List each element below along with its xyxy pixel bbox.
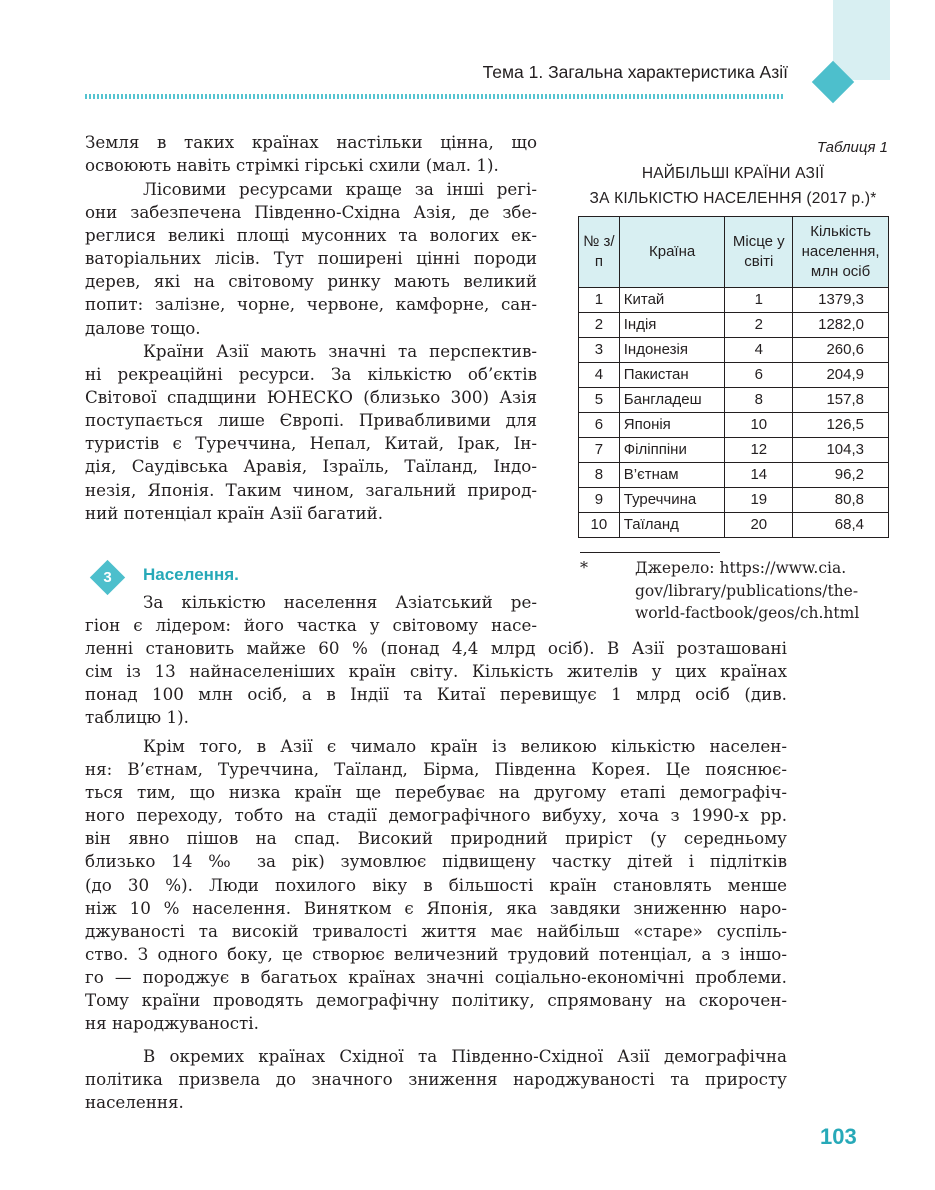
cell-world-rank: 1	[725, 288, 793, 313]
text-line: ний потенціал країн Азії багатий.	[85, 502, 384, 523]
cell-world-rank: 19	[725, 488, 793, 513]
footnote-line: gov/library/publications/the-	[635, 581, 859, 600]
text-line: ніж 10 % населення. Винятком є Японія, яка завдяки зниженню наро-	[85, 897, 787, 918]
text-line: Країни Азії мають значні та перспектив-	[143, 341, 537, 361]
cell-population: 126,5	[793, 413, 889, 438]
cell-number: 3	[579, 338, 620, 363]
text-line: попит: залізне, чорне, червоне, камфорне, сан-	[85, 294, 537, 315]
paragraph-forest-resources	[85, 178, 537, 340]
text-line: він явно пішов на спад. Високий природний приріст (у середньому	[85, 828, 787, 849]
table-title-line: ЗА КІЛЬКІСТЮ НАСЕЛЕННЯ (2017 р.)*	[589, 190, 877, 207]
cell-country: В’єтнам	[619, 463, 725, 488]
text-line: В окремих країнах Східної та Південно-Східної Азії демографічна	[143, 1046, 787, 1066]
table-row	[579, 438, 889, 463]
table-row	[579, 288, 889, 313]
footnote-line: Джерело: https://www.cia.	[635, 559, 847, 577]
text-line: Крім того, в Азії є чимало країн із великою кількістю населен-	[143, 736, 787, 756]
column-header-population: Кількість населення, млн осіб	[793, 217, 889, 288]
header-dotted-rule	[85, 94, 785, 99]
paragraph-demographic-policy	[85, 1045, 787, 1114]
population-table	[578, 216, 889, 538]
table-row	[579, 488, 889, 513]
table-row	[579, 338, 889, 363]
text-line: гіон є лідером: його частка у світовому насе-	[85, 615, 537, 636]
paragraph-recreation-resources	[85, 340, 537, 525]
section-title: Населення.	[143, 565, 239, 584]
table-caption: Таблиця 1	[816, 139, 888, 156]
cell-population: 1282,0	[793, 313, 889, 338]
text-line: поступається лише Європі. Привабливими для	[85, 410, 537, 431]
cell-world-rank: 10	[725, 413, 793, 438]
text-line: дерев, які на світовому ринку мають великий	[85, 271, 537, 292]
text-line: понад 100 млн осіб, а в Індії та Китаї перевищує 1 млрд осіб (див.	[85, 684, 787, 705]
column-header-world-rank: Місце у світі	[725, 217, 793, 288]
text-line: они забезпечена Південно-Східна Азія, де збе-	[85, 202, 537, 223]
footnote-marker: *	[580, 558, 588, 577]
cell-number: 4	[579, 363, 620, 388]
footnote-rule	[580, 552, 720, 553]
text-line: ваторіальних лісів. Тут поширені цінні породи	[85, 248, 537, 269]
cell-country: Туреччина	[619, 488, 725, 513]
cell-number: 5	[579, 388, 620, 413]
text-line: ня народжуваності.	[85, 1013, 259, 1034]
text-line: ство. З одного боку, це створює величезний трудовий потенціал, а з іншо-	[85, 943, 787, 964]
table-row	[579, 363, 889, 388]
text-line: ні рекреаційні ресурси. За кількістю об’єктів	[85, 364, 537, 385]
text-line: го — породжує в багатьох країнах значні соціально-економічні проблеми.	[85, 966, 787, 987]
cell-world-rank: 4	[725, 338, 793, 363]
cell-country: Індія	[619, 313, 725, 338]
table-header-row	[579, 217, 889, 288]
page-number: 103	[820, 1124, 857, 1149]
cell-number: 2	[579, 313, 620, 338]
text-line: політика призвела до значного зниження народжуваності та приросту	[85, 1069, 787, 1090]
cell-world-rank: 8	[725, 388, 793, 413]
cell-number: 1	[579, 288, 620, 313]
footnote-source	[635, 557, 880, 625]
text-line: джуваності та високій тривалості життя має найбільш «старе» суспіль-	[85, 920, 787, 941]
text-line: Світової спадщини ЮНЕСКО (близько 300) Азія	[85, 387, 537, 408]
cell-world-rank: 2	[725, 313, 793, 338]
text-line: ного переходу, тобто на стадії демографічного вибуху, хоча з 1990-х рр.	[85, 805, 787, 826]
text-line: близько 14 ‰ за рік) зумовлює підвищену частку дітей і підлітків	[85, 851, 787, 872]
cell-population: 260,6	[793, 338, 889, 363]
text-line: населення.	[85, 1092, 184, 1113]
column-header-country: Країна	[619, 217, 725, 288]
text-line: незія, Японія. Таким чином, загальний природ-	[85, 479, 537, 500]
cell-population: 204,9	[793, 363, 889, 388]
table-row	[579, 313, 889, 338]
section-number: 3	[103, 569, 112, 586]
cell-country: Пакистан	[619, 363, 725, 388]
corner-tab	[833, 0, 890, 80]
cell-world-rank: 6	[725, 363, 793, 388]
cell-country: Китай	[619, 288, 725, 313]
cell-population: 68,4	[793, 513, 889, 538]
text-line: За кількістю населення Азіатський ре-	[143, 592, 537, 612]
text-line: (до 30 %). Люди похилого віку в більшості країн становлять менше	[85, 874, 787, 895]
table-row	[579, 413, 889, 438]
cell-number: 7	[579, 438, 620, 463]
cell-population: 80,8	[793, 488, 889, 513]
running-header: Тема 1. Загальна характеристика Азії	[482, 62, 788, 82]
text-line: дія, Саудівська Аравія, Ізраїль, Таїланд, Індо-	[85, 456, 537, 477]
text-line: далове тощо.	[85, 317, 201, 338]
cell-world-rank: 20	[725, 513, 793, 538]
table-body	[579, 288, 889, 538]
table-title-line: НАЙБІЛЬШІ КРАЇНИ АЗІЇ	[641, 165, 825, 182]
text-line: освоюють навіть стрімкі гірські схили (мал. 1).	[85, 155, 499, 176]
cell-country: Японія	[619, 413, 725, 438]
cell-population: 96,2	[793, 463, 889, 488]
cell-population: 157,8	[793, 388, 889, 413]
paragraph-demographic-transition	[85, 735, 787, 1035]
table-row	[579, 513, 889, 538]
paragraph-population-share	[85, 637, 787, 729]
cell-world-rank: 14	[725, 463, 793, 488]
cell-country: Бангладеш	[619, 388, 725, 413]
cell-country: Філіппіни	[619, 438, 725, 463]
table-row	[579, 463, 889, 488]
cell-country: Таїланд	[619, 513, 725, 538]
footnote-line: world-factbook/geos/ch.html	[635, 604, 860, 622]
text-line: Лісовими ресурсами краще за інші регі-	[143, 179, 537, 199]
cell-world-rank: 12	[725, 438, 793, 463]
paragraph-land-value	[85, 131, 537, 177]
text-line: Тому країни проводять демографічну політику, спрямовану на скорочен-	[85, 990, 787, 1011]
text-line: ться тим, що низка країн ще перебуває на другому етапі демографіч-	[85, 782, 787, 803]
text-line: сім із 13 найнаселеніших країн світу. Кількість жителів у цих країнах	[85, 661, 787, 682]
table-title	[578, 161, 888, 211]
cell-number: 8	[579, 463, 620, 488]
paragraph-population-intro	[85, 591, 537, 637]
text-line: ня: В’єтнам, Туреччина, Таїланд, Бірма, Південна Корея. Це пояснює-	[85, 759, 787, 780]
cell-number: 10	[579, 513, 620, 538]
cell-number: 6	[579, 413, 620, 438]
cell-population: 104,3	[793, 438, 889, 463]
column-header-number: № з/п	[579, 217, 620, 288]
cell-country: Індонезія	[619, 338, 725, 363]
text-line: реглися великі площі мусонних та вологих ек-	[85, 225, 537, 246]
cell-population: 1379,3	[793, 288, 889, 313]
text-line: Земля в таких країнах настільки цінна, що	[85, 132, 537, 152]
text-line: туристів є Туреччина, Непал, Китай, Ірак, Ін-	[85, 433, 537, 454]
cell-number: 9	[579, 488, 620, 513]
table-row	[579, 388, 889, 413]
text-line: таблицю 1).	[85, 707, 189, 728]
text-line: ленні становить майже 60 % (понад 4,4 млрд осіб). В Азії розташовані	[85, 638, 787, 658]
